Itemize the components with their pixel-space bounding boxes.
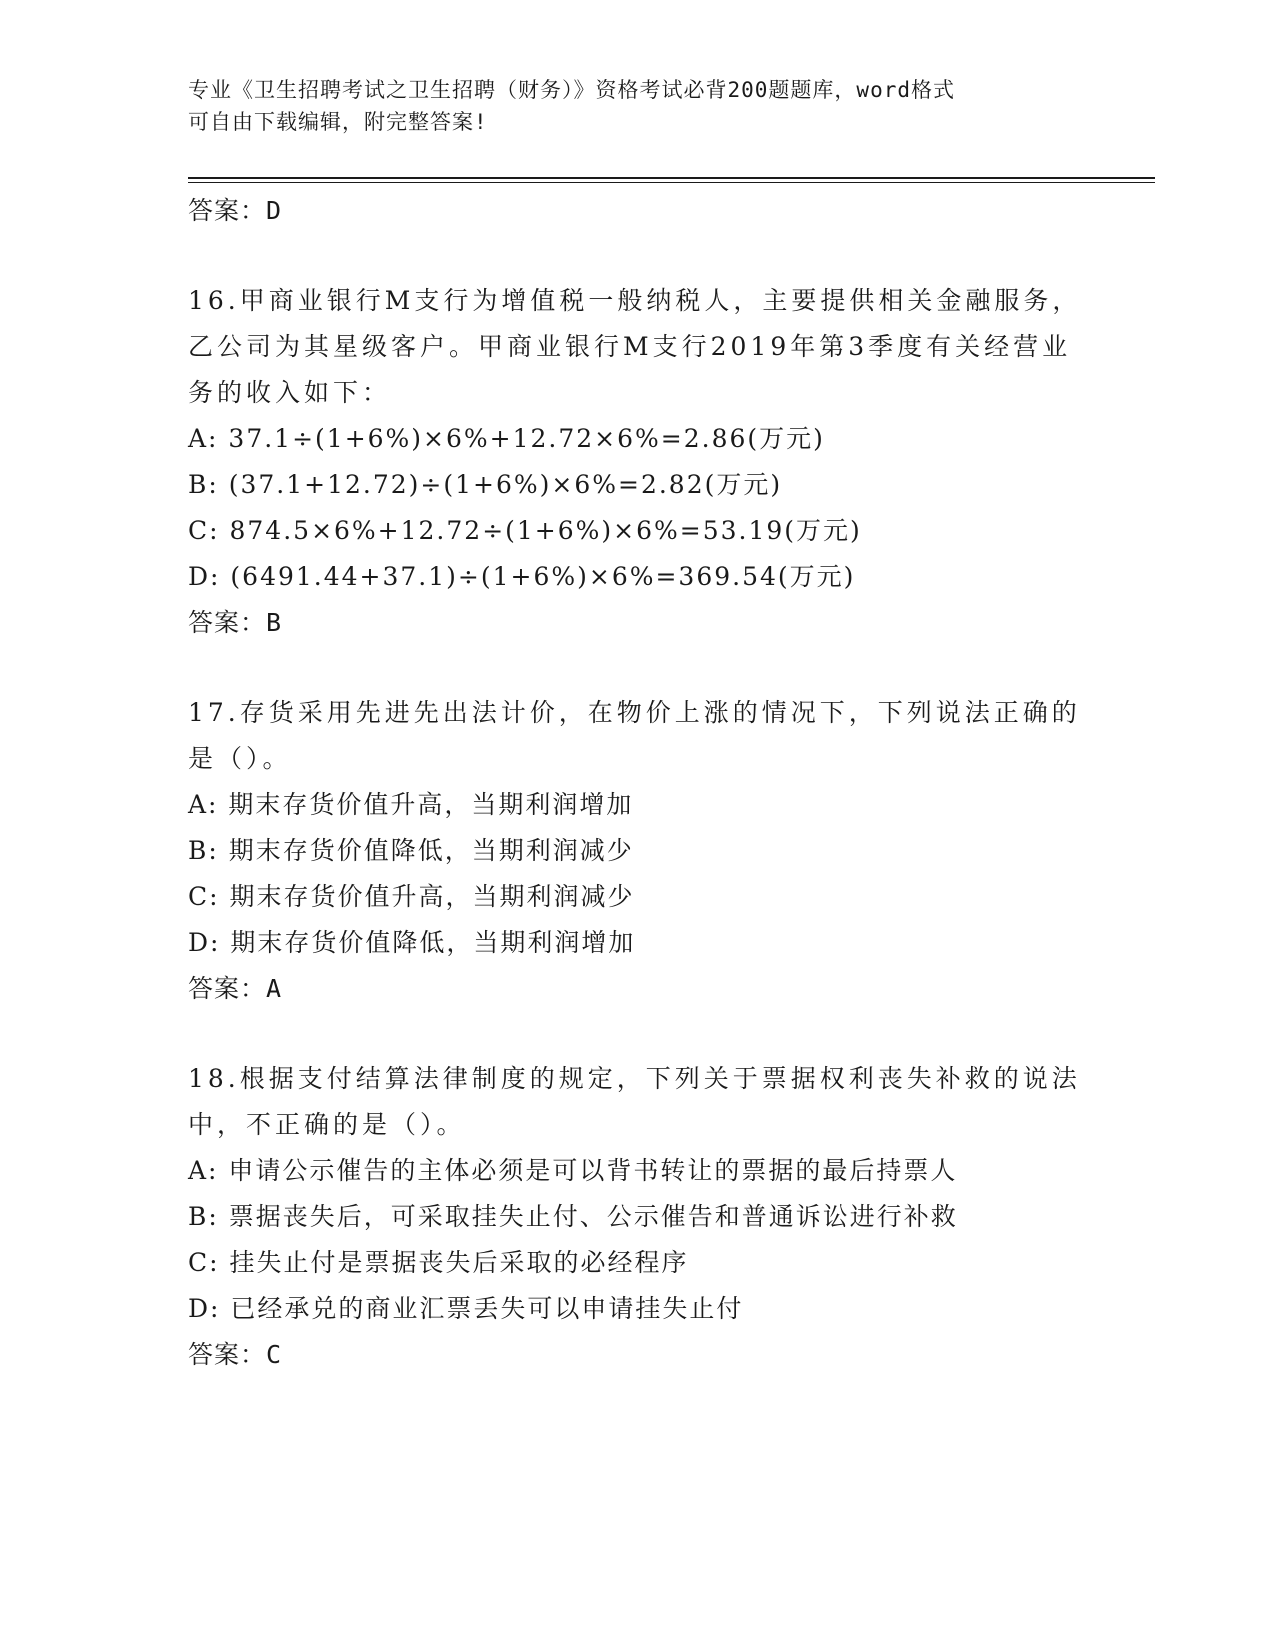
header-line-2: 可自由下载编辑，附完整答案! (188, 110, 488, 134)
question-17 (188, 690, 1088, 1012)
option-d: D: (6491.44+37.1)÷(1+6%)×6%=369.54(万元) (188, 562, 856, 591)
option-c: C: 874.5×6%+12.72÷(1+6%)×6%=53.19(万元) (188, 516, 862, 545)
option-c: C: 期末存货价值升高，当期利润减少 (188, 882, 635, 911)
question-text-line: 16.甲商业银行M支行为增值税一般纳税人，主要提供相关金融服务， (188, 286, 1082, 315)
question-text-line: 乙公司为其星级客户。甲商业银行M支行2019年第3季度有关经营业 (188, 332, 1072, 361)
option-d: D: 期末存货价值降低，当期利润增加 (188, 928, 636, 957)
option-a: A: 申请公示催告的主体必须是可以背书转让的票据的最后持票人 (188, 1156, 958, 1185)
answer-line: 答案：C (188, 1340, 283, 1369)
option-b: B: (37.1+12.72)÷(1+6%)×6%=2.82(万元) (188, 470, 783, 499)
question-text-line: 17.存货采用先进先出法计价，在物价上涨的情况下，下列说法正确的 (188, 698, 1081, 727)
option-d: D: 已经承兑的商业汇票丢失可以申请挂失止付 (188, 1294, 744, 1323)
header-rule-thick (188, 177, 1155, 179)
answer-line: 答案：B (188, 608, 283, 637)
header-line-1: 专业《卫生招聘考试之卫生招聘（财务）》资格考试必背200题题库，word格式 (188, 78, 955, 102)
question-text-line: 中，不正确的是（）。 (188, 1110, 466, 1139)
question-text-line: 务的收入如下： (188, 378, 392, 407)
spacer (188, 1012, 1088, 1056)
answer-line: 答案：A (188, 974, 283, 1003)
question-text-line: 18.根据支付结算法律制度的规定，下列关于票据权利丧失补救的说法 (188, 1064, 1081, 1093)
option-b: B: 期末存货价值降低，当期利润减少 (188, 836, 634, 865)
option-c: C: 挂失止付是票据丧失后采取的必经程序 (188, 1248, 689, 1277)
option-a: A: 期末存货价值升高，当期利润增加 (188, 790, 634, 819)
question-list (188, 188, 1088, 1378)
option-a: A: 37.1÷(1+6%)×6%+12.72×6%=2.86(万元) (188, 424, 825, 453)
document-header (188, 74, 1088, 138)
question-16 (188, 278, 1088, 646)
header-rule-thin (188, 182, 1155, 183)
option-b: B: 票据丧失后，可采取挂失止付、公示催告和普通诉讼进行补救 (188, 1202, 958, 1231)
spacer (188, 234, 1088, 278)
question-text-line: 是（）。 (188, 744, 292, 773)
question-18 (188, 1056, 1088, 1378)
answer-line: 答案：D (188, 196, 283, 225)
spacer (188, 646, 1088, 690)
